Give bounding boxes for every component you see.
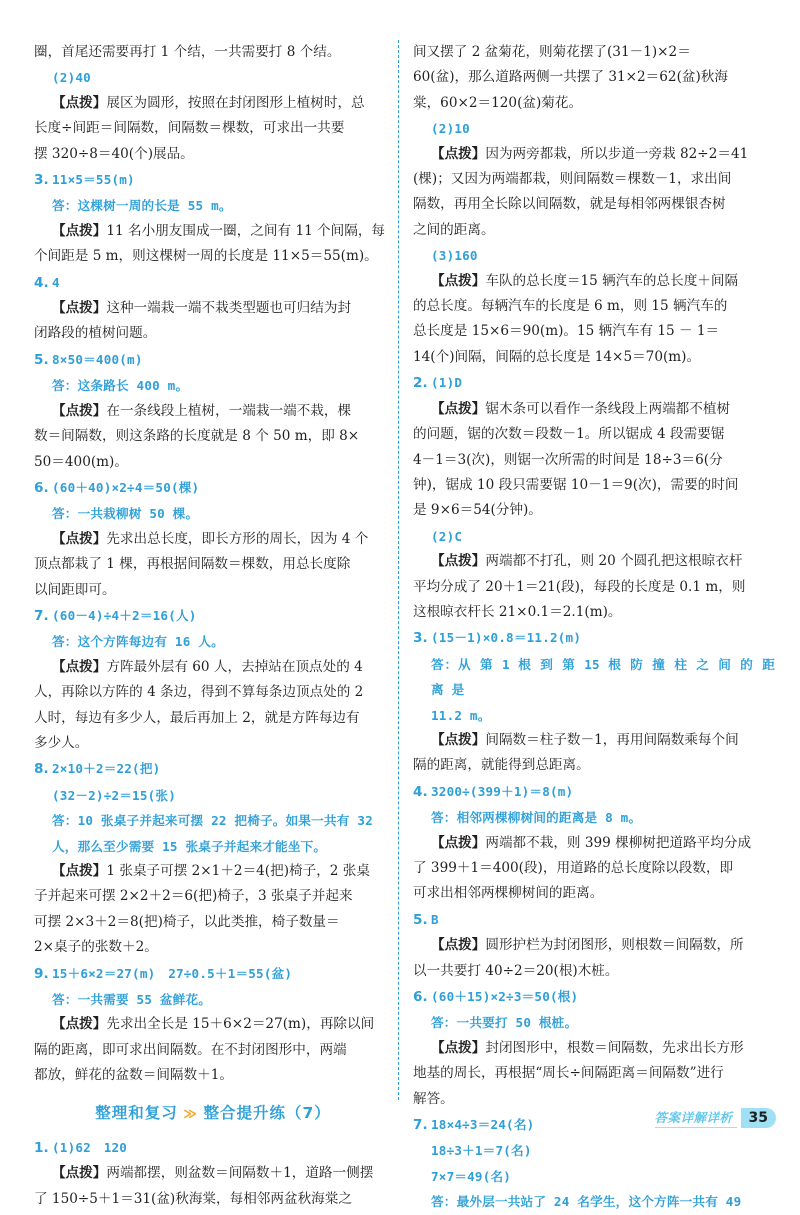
question-number: 5. <box>34 351 49 368</box>
hint-line <box>413 397 775 422</box>
text-line: (棵)；又因为两端都栽，则间隔数＝棵数－1，求出间 <box>413 171 732 188</box>
question-number: 4. <box>413 783 428 800</box>
text-line: 的问题，锯的次数＝段数－1。所以锯成 4 段需要锯 <box>413 426 725 443</box>
hint-line <box>413 269 775 294</box>
question-answer: (1)62 120 <box>52 1140 128 1156</box>
answer-line: 答：10 张桌子并起来可摆 22 把椅子。如果一共有 32 <box>52 813 373 829</box>
hint-text: 11 名小朋友围成一圈，之间有 11 个间隔，每 <box>106 222 386 239</box>
text-line: 多少人。 <box>34 734 89 751</box>
question-number: 3. <box>413 630 428 647</box>
question-line <box>413 625 775 651</box>
answer-line: (2)40 <box>52 70 91 86</box>
text-line: 以间距即可。 <box>34 581 116 598</box>
column-divider <box>398 40 399 1100</box>
hint-text: 先求出全长是 15＋6×2＝27(m)，再除以间 <box>106 1016 375 1033</box>
hint-line <box>413 831 775 856</box>
text-line: 摆 320÷8＝40(个)展品。 <box>34 145 194 162</box>
question-line <box>34 167 392 193</box>
text-line: 钟)，锯成 10 段只需要锯 10－1＝9(次)，需要的时间 <box>413 476 739 493</box>
hint-line <box>413 549 775 574</box>
hint-line <box>413 1036 775 1061</box>
hint-line <box>34 219 392 244</box>
question-number: 9. <box>34 965 49 982</box>
question-answer: (60－4)÷4＋2＝16(人) <box>52 607 197 623</box>
section-title-main: 整理和复习 <box>95 1103 178 1122</box>
answer-line: 7×7＝49(名) <box>431 1168 512 1184</box>
hint-tag: 【点拨】 <box>52 530 107 547</box>
hint-tag: 【点拨】 <box>431 731 486 748</box>
text-line: 隔的距离，即可求出间隔数。在不封闭图形中，两端 <box>34 1041 347 1058</box>
section-title-sub: 整合提升练（7） <box>203 1103 331 1122</box>
text-line: 顶点都栽了 1 棵，再根据间隔数＝棵数，用总长度除 <box>34 556 351 573</box>
text-line: 个间距是 5 m，则这棵树一周的长度是 11×5＝55(m)。 <box>34 248 378 265</box>
question-number: 6. <box>413 989 428 1006</box>
answer-line: 答：最外层一共站了 24 名学生，这个方阵一共有 49 <box>431 1194 742 1210</box>
hint-tag: 【点拨】 <box>431 272 486 289</box>
text-line: 是 9×6＝54(分钟)。 <box>413 502 542 519</box>
text-line: 解答。 <box>413 1090 454 1107</box>
question-line <box>34 347 392 373</box>
hint-text: 两端都不栽，则 399 棵柳树把道路平均分成 <box>485 834 752 851</box>
answer-line: 答：这个方阵每边有 16 人。 <box>52 634 224 650</box>
question-line <box>413 370 775 396</box>
answer-line: (2)10 <box>431 121 470 137</box>
hint-tag: 【点拨】 <box>431 937 486 954</box>
hint-line <box>34 1012 392 1037</box>
text-line: 总长度是 15×6＝90(m)。15 辆汽车有 15 － 1＝ <box>413 323 720 340</box>
hint-text: 间隔数＝柱子数－1，再用间隔数乘每个间 <box>485 731 739 748</box>
question-number: 2. <box>413 375 428 392</box>
text-line: 间又摆了 2 盆菊花，则菊花摆了(31－1)×2＝ <box>413 44 691 60</box>
text-line: 的总长度。每辆汽车的长度是 6 m，则 15 辆汽车的 <box>413 298 728 315</box>
hint-text: 展区为圆形，按照在封闭图形上植树时，总 <box>106 94 365 111</box>
page-footer <box>655 1108 777 1128</box>
question-number: 3. <box>34 172 49 189</box>
hint-line <box>34 296 392 321</box>
question-answer: 18×4÷3＝24(名) <box>431 1117 535 1133</box>
answer-line: 答：这棵树一周的长是 55 m。 <box>52 198 232 214</box>
text-line: 圈，首尾还需要再打 1 个结，一共需要打 8 个结。 <box>34 44 341 60</box>
answer-line: 11.2 m。 <box>431 707 491 723</box>
double-chevron-icon: ≫ <box>177 1106 204 1122</box>
text-line: 人，再除以方阵的 4 条边，得到不算每条边顶点处的 2 <box>34 684 364 701</box>
question-line <box>34 961 392 987</box>
answer-line: (32－2)÷2＝15(张) <box>52 787 176 803</box>
text-line: 60(盆)，那么道路两侧一共摆了 31×2＝62(盆)秋海 <box>413 69 728 86</box>
answer-line: 人，那么至少需要 15 张桌子并起来才能坐下。 <box>52 838 327 854</box>
left-column <box>34 40 392 1212</box>
text-line: 以一共要打 40÷2＝20(根)木桩。 <box>413 962 619 979</box>
hint-text: 这种一端栽一端不栽类型题也可归结为封 <box>106 300 352 317</box>
hint-tag: 【点拨】 <box>52 1165 107 1182</box>
answer-line: (2)C <box>431 528 463 544</box>
hint-line <box>34 91 392 116</box>
question-line <box>413 907 775 933</box>
hint-line <box>413 728 775 753</box>
question-answer: (1)D <box>431 375 463 391</box>
hint-tag: 【点拨】 <box>52 1016 107 1033</box>
hint-tag: 【点拨】 <box>52 863 107 879</box>
hint-line <box>413 933 775 958</box>
answer-line: 答：从 第 1 根 到 第 15 根 防 撞 柱 之 间 的 距 离 是 <box>431 656 775 698</box>
hint-tag: 【点拨】 <box>52 658 107 675</box>
text-line: 都放，鲜花的盆数＝间隔数＋1。 <box>34 1067 233 1084</box>
footer-label: 答案详解详析 <box>655 1108 737 1128</box>
question-answer: (60＋40)×2÷4＝50(棵) <box>52 479 200 495</box>
hint-text: 先求出总长度，即长方形的周长，因为 4 个 <box>106 530 369 547</box>
hint-text: 圆形护栏为封闭图形，则根数＝间隔数，所 <box>485 937 744 954</box>
hint-line <box>34 399 392 424</box>
answer-line: 答：一共需要 55 盆鲜花。 <box>52 992 212 1008</box>
hint-tag: 【点拨】 <box>52 222 107 239</box>
text-line: 2×桌子的张数＋2。 <box>34 939 158 956</box>
question-answer: 2×10＋2＝22(把) <box>52 761 161 777</box>
hint-line <box>34 859 392 884</box>
hint-tag: 【点拨】 <box>431 400 486 417</box>
section-title <box>34 1101 392 1127</box>
hint-text: 两端都不打孔，则 20 个圆孔把这根晾衣杆 <box>485 553 743 570</box>
hint-tag: 【点拨】 <box>431 1039 486 1056</box>
text-line: 14(个)间隔，间隔的总长度是 14×5＝70(m)。 <box>413 348 701 365</box>
answer-line: 答：这条路长 400 m。 <box>52 378 189 394</box>
hint-line <box>34 1161 392 1186</box>
hint-text: 方阵最外层有 60 人，去掉站在顶点处的 4 <box>106 658 363 675</box>
page-number: 35 <box>741 1108 776 1128</box>
text-line: 之间的距离。 <box>413 221 495 238</box>
text-line: 隔数，再用全长除以间隔数，就是每相邻两棵银杏树 <box>413 196 726 213</box>
hint-text: 1 张桌子可摆 2×1＋2＝4(把)椅子，2 张桌 <box>106 863 370 879</box>
hint-line <box>34 527 392 552</box>
text-line: 人时，每边有多少人，最后再加上 2，就是方阵每边有 <box>34 709 360 726</box>
question-answer: 8×50＝400(m) <box>52 351 143 367</box>
question-number: 7. <box>413 1117 428 1134</box>
question-number: 1. <box>34 1140 49 1157</box>
question-answer: (15－1)×0.8＝11.2(m) <box>431 630 582 646</box>
text-line: 50＝400(m)。 <box>34 453 128 470</box>
question-answer: 15＋6×2＝27(m) 27÷0.5＋1＝55(盆) <box>52 965 293 981</box>
question-answer: B <box>431 911 439 927</box>
question-answer: 11×5＝55(m) <box>52 172 135 188</box>
text-line: 子并起来可摆 2×2＋2＝6(把)椅子，3 张桌子并起来 <box>34 888 353 905</box>
question-number: 5. <box>413 911 428 928</box>
question-answer: 4 <box>52 274 60 290</box>
answer-line: 答：一共栽柳树 50 棵。 <box>52 506 199 522</box>
text-line: 平均分成了 20＋1＝21(段)，每段的长度是 0.1 m，则 <box>413 578 746 595</box>
answer-line: (3)160 <box>431 248 478 264</box>
question-line <box>413 779 775 805</box>
question-answer: (60＋15)×2÷3＝50(根) <box>431 989 579 1005</box>
answer-line: 答：相邻两棵柳树间的距离是 8 m。 <box>431 810 642 826</box>
question-number: 7. <box>34 607 49 624</box>
hint-tag: 【点拨】 <box>431 145 486 162</box>
text-line: 地基的周长，再根据“周长÷间隔距离＝间隔数”进行 <box>413 1065 724 1082</box>
text-line: 棠，60×2＝120(盆)菊花。 <box>413 94 583 111</box>
text-line: 隔的距离，就能得到总距离。 <box>413 757 590 774</box>
hint-text: 封闭图形中，根数＝间隔数，先求出长方形 <box>485 1039 744 1056</box>
text-line: 了 150÷5＋1＝31(盆)秋海棠，每相邻两盆秋海棠之 <box>34 1190 352 1207</box>
text-line: 数＝间隔数，则这条路的长度就是 8 个 50 m，即 8× <box>34 428 360 445</box>
question-line <box>413 984 775 1010</box>
question-line <box>34 475 392 501</box>
right-column <box>413 40 775 1215</box>
question-line <box>34 270 392 296</box>
hint-tag: 【点拨】 <box>431 834 486 851</box>
hint-line <box>413 142 775 167</box>
answer-line: 18÷3＋1＝7(名) <box>431 1143 532 1159</box>
question-line <box>34 756 392 782</box>
hint-tag: 【点拨】 <box>431 553 486 570</box>
hint-text: 在一条线段上植树，一端栽一端不栽，棵 <box>106 402 352 419</box>
hint-text: 两端都摆，则盆数＝间隔数＋1，道路一侧摆 <box>106 1165 374 1182</box>
text-line: 了 399＋1＝400(段)，用道路的总长度除以段数，即 <box>413 860 734 876</box>
question-answer: 3200÷(399＋1)＝8(m) <box>431 783 574 799</box>
hint-tag: 【点拨】 <box>52 94 107 111</box>
hint-text: 因为两旁都栽，所以步道一旁栽 82÷2＝41 <box>485 145 749 162</box>
hint-text: 锯木条可以看作一条线段上两端都不植树 <box>485 400 731 417</box>
text-line: 长度÷间距＝间隔数，间隔数＝棵数，可求出一共要 <box>34 120 345 137</box>
hint-line <box>34 655 392 680</box>
question-number: 8. <box>34 761 49 778</box>
text-line: 可求出相邻两棵柳树间的距离。 <box>413 885 604 902</box>
hint-tag: 【点拨】 <box>52 300 107 317</box>
text-line: 4－1＝3(次)，则锯一次所需的时间是 18÷3＝6(分 <box>413 451 723 468</box>
question-number: 4. <box>34 274 49 291</box>
text-line: 这根晾衣杆长 21×0.1＝2.1(m)。 <box>413 603 622 620</box>
question-line <box>34 603 392 629</box>
text-line: 可摆 2×3＋2＝8(把)椅子，以此类推，椅子数量＝ <box>34 913 340 930</box>
hint-tag: 【点拨】 <box>52 402 107 419</box>
hint-text: 车队的总长度＝15 辆汽车的总长度＋间隔 <box>485 272 739 289</box>
question-number: 6. <box>34 479 49 496</box>
text-line: 闭路段的植树问题。 <box>34 325 157 342</box>
answer-line: 答：一共要打 50 根桩。 <box>431 1015 578 1031</box>
